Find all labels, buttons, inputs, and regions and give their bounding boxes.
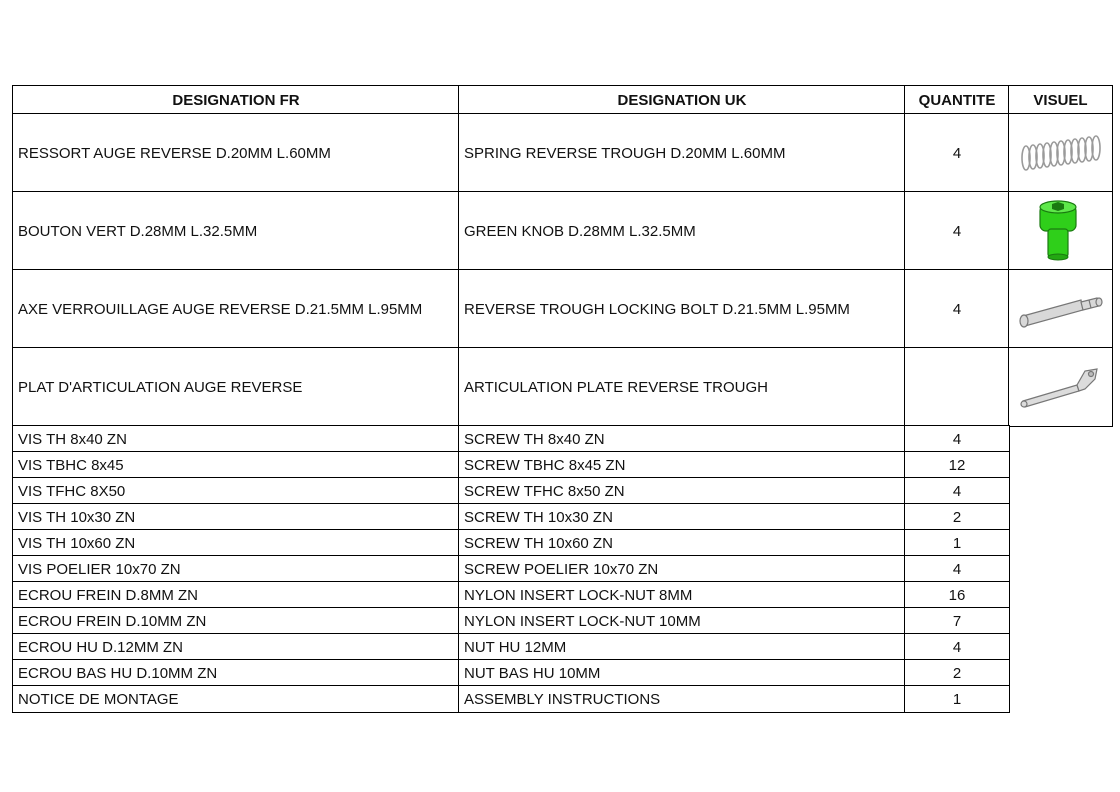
row-uk-designation: SCREW TH 8x40 ZN (458, 425, 906, 453)
row-uk-designation: GREEN KNOB D.28MM L.32.5MM (458, 191, 906, 271)
header-quantite: QUANTITE (904, 85, 1010, 115)
row-quantity: 4 (904, 555, 1010, 583)
row-quantity: 1 (904, 529, 1010, 557)
row-fr-designation: ECROU BAS HU D.10MM ZN (12, 659, 460, 687)
row-uk-designation: NUT HU 12MM (458, 633, 906, 661)
header-designation-fr: DESIGNATION FR (12, 85, 460, 115)
row-fr-designation: VIS TFHC 8X50 (12, 477, 460, 505)
row-fr-designation: VIS POELIER 10x70 ZN (12, 555, 460, 583)
row-visual (1008, 347, 1113, 427)
row-uk-designation: SCREW TFHC 8x50 ZN (458, 477, 906, 505)
row-quantity: 16 (904, 581, 1010, 609)
row-quantity: 7 (904, 607, 1010, 635)
row-fr-designation: VIS TH 8x40 ZN (12, 425, 460, 453)
row-quantity (904, 347, 1010, 427)
row-quantity: 4 (904, 425, 1010, 453)
row-fr-designation: VIS TH 10x30 ZN (12, 503, 460, 531)
row-uk-designation: NYLON INSERT LOCK-NUT 8MM (458, 581, 906, 609)
row-quantity: 2 (904, 503, 1010, 531)
row-visual (1008, 191, 1113, 271)
row-fr-designation: BOUTON VERT D.28MM L.32.5MM (12, 191, 460, 271)
row-quantity: 4 (904, 269, 1010, 349)
row-quantity: 1 (904, 685, 1010, 713)
row-quantity: 4 (904, 191, 1010, 271)
row-fr-designation: PLAT D'ARTICULATION AUGE REVERSE (12, 347, 460, 427)
row-quantity: 4 (904, 477, 1010, 505)
row-uk-designation: NYLON INSERT LOCK-NUT 10MM (458, 607, 906, 635)
row-uk-designation: SCREW POELIER 10x70 ZN (458, 555, 906, 583)
locking-bolt-icon (1015, 284, 1107, 334)
green-knob-icon (1036, 199, 1086, 263)
row-uk-designation: ASSEMBLY INSTRUCTIONS (458, 685, 906, 713)
row-fr-designation: AXE VERROUILLAGE AUGE REVERSE D.21.5MM L.95MM (12, 269, 460, 349)
row-quantity: 12 (904, 451, 1010, 479)
row-fr-designation: VIS TBHC 8x45 (12, 451, 460, 479)
row-uk-designation: SCREW TBHC 8x45 ZN (458, 451, 906, 479)
row-fr-designation: NOTICE DE MONTAGE (12, 685, 460, 713)
row-fr-designation: ECROU FREIN D.10MM ZN (12, 607, 460, 635)
row-uk-designation: SCREW TH 10x30 ZN (458, 503, 906, 531)
row-quantity: 4 (904, 633, 1010, 661)
row-uk-designation: REVERSE TROUGH LOCKING BOLT D.21.5MM L.95MM (458, 269, 906, 349)
row-fr-designation: ECROU FREIN D.8MM ZN (12, 581, 460, 609)
row-uk-designation: ARTICULATION PLATE REVERSE TROUGH (458, 347, 906, 427)
row-quantity: 4 (904, 113, 1010, 193)
header-designation-uk: DESIGNATION UK (458, 85, 906, 115)
row-uk-designation: NUT BAS HU 10MM (458, 659, 906, 687)
spring-icon (1016, 128, 1106, 178)
header-visuel: VISUEL (1008, 85, 1113, 115)
articulation-plate-icon (1015, 359, 1107, 415)
parts-table (12, 85, 1113, 713)
row-uk-designation: SCREW TH 10x60 ZN (458, 529, 906, 557)
row-fr-designation: RESSORT AUGE REVERSE D.20MM L.60MM (12, 113, 460, 193)
row-uk-designation: SPRING REVERSE TROUGH D.20MM L.60MM (458, 113, 906, 193)
row-visual (1008, 113, 1113, 193)
row-quantity: 2 (904, 659, 1010, 687)
row-visual (1008, 269, 1113, 349)
row-fr-designation: ECROU HU D.12MM ZN (12, 633, 460, 661)
row-fr-designation: VIS TH 10x60 ZN (12, 529, 460, 557)
